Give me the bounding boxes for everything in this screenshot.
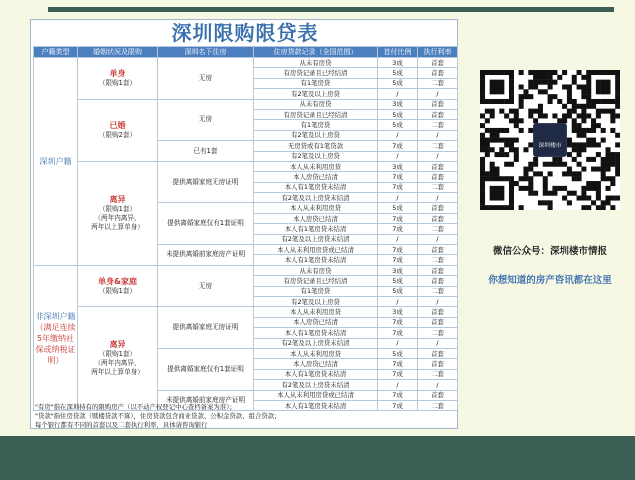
interest-rate-cell: 首套	[418, 213, 458, 223]
loan-record-cell: 有房贷记录且已经结清	[254, 109, 378, 119]
interest-rate-cell: 二套	[418, 286, 458, 296]
housing-cell: 已有1套	[158, 141, 254, 162]
housing-cell: 无房	[158, 265, 254, 307]
loan-record-cell: 本人从未利用房贷或已结清	[254, 390, 378, 400]
marital-status-name: 单身	[109, 68, 126, 78]
interest-rate-cell: 首套	[418, 307, 458, 317]
table-header-row	[34, 47, 458, 58]
loan-record-cell: 本人有1笔房贷未结清	[254, 328, 378, 338]
down-payment-cell: /	[378, 193, 418, 203]
interest-rate-cell: 二套	[418, 224, 458, 234]
down-payment-cell: 7成	[378, 359, 418, 369]
loan-record-cell: 本人从未利用房贷	[254, 161, 378, 171]
tagline: 你想知道的房产咨讯都在这里	[488, 275, 612, 286]
footnote: "有房"指在深圳持有的限购房产（以不动产权登记中心查档备案为准）；	[35, 403, 236, 411]
marital-note: （两年内离异，	[94, 359, 141, 368]
down-payment-cell: 5成	[378, 109, 418, 119]
interest-rate-cell: /	[418, 130, 458, 140]
interest-rate-cell: 首套	[418, 390, 458, 400]
down-payment-cell: 5成	[378, 68, 418, 78]
down-payment-cell: 3成	[378, 161, 418, 171]
down-payment-cell: 7成	[378, 182, 418, 192]
header-cell: 执行利率	[418, 47, 458, 58]
interest-rate-cell: 首套	[418, 172, 458, 182]
marital-status-name: 离异	[109, 340, 126, 350]
down-payment-cell: 7成	[378, 141, 418, 151]
down-payment-cell: 7成	[378, 255, 418, 265]
interest-rate-cell: 首套	[418, 68, 458, 78]
loan-record-cell: 有房贷记录且已经结清	[254, 68, 378, 78]
housing-cell: 提供离婚家庭无房证明	[158, 161, 254, 203]
down-payment-cell: /	[378, 296, 418, 306]
marital-status-cell	[78, 265, 158, 307]
interest-rate-cell: 二套	[418, 255, 458, 265]
housing-cell: 未提供离婚前家庭房产证明	[158, 245, 254, 266]
table-row	[34, 99, 458, 109]
table-row	[34, 307, 458, 317]
loan-record-cell: 有2笔及以上房贷未结清	[254, 234, 378, 244]
loan-record-cell: 有1笔房贷	[254, 286, 378, 296]
down-payment-cell: 5成	[378, 78, 418, 88]
interest-rate-cell: 二套	[418, 78, 458, 88]
loan-record-cell: 有房贷记录且已经结清	[254, 276, 378, 286]
qr-code[interactable]	[480, 70, 620, 210]
down-payment-cell: 3成	[378, 307, 418, 317]
loan-record-cell: 有1笔房贷	[254, 78, 378, 88]
loan-record-cell: 本人有1笔房贷未结清	[254, 224, 378, 234]
footnote: "贷款"指住房贷款（赎楼贷款不算），住房贷款包含商业贷款、公积金贷款、组合贷款；	[35, 412, 281, 420]
interest-rate-cell: /	[418, 193, 458, 203]
housing-cell: 无房	[158, 58, 254, 100]
down-payment-cell: 7成	[378, 317, 418, 327]
marital-note: （两年内离异，	[94, 213, 141, 222]
down-payment-cell: /	[378, 380, 418, 390]
interest-rate-cell: 首套	[418, 99, 458, 109]
marital-status-cell	[78, 58, 158, 100]
down-payment-cell: 5成	[378, 120, 418, 130]
down-payment-cell: /	[378, 234, 418, 244]
policy-table-card	[30, 19, 458, 429]
interest-rate-cell: /	[418, 338, 458, 348]
loan-record-cell: 有2笔及以上房贷未结清	[254, 338, 378, 348]
loan-record-cell: 从未有房贷	[254, 99, 378, 109]
down-payment-cell: /	[378, 151, 418, 161]
loan-record-cell: 有2笔及以上房贷	[254, 89, 378, 99]
interest-rate-cell: 首套	[418, 245, 458, 255]
housing-cell: 未提供离婚前家庭房产证明	[158, 390, 254, 411]
header-cell: 深圳名下住房	[158, 47, 254, 58]
down-payment-cell: 7成	[378, 224, 418, 234]
purchase-limit: （限购2套）	[98, 130, 137, 139]
marital-status-cell	[78, 307, 158, 411]
down-payment-cell: /	[378, 338, 418, 348]
down-payment-cell: 3成	[378, 265, 418, 275]
down-payment-cell: 5成	[378, 286, 418, 296]
marital-status-cell	[78, 99, 158, 161]
loan-record-cell: 本人有1笔房贷未结清	[254, 255, 378, 265]
table-row	[34, 161, 458, 171]
loan-record-cell: 有1笔房贷	[254, 120, 378, 130]
loan-record-cell: 有2笔及以上房贷未结清	[254, 193, 378, 203]
bottom-decor-band	[0, 436, 635, 480]
interest-rate-cell: 二套	[418, 369, 458, 379]
loan-record-cell: 从未有房贷	[254, 58, 378, 68]
interest-rate-cell: 首套	[418, 109, 458, 119]
loan-record-cell: 本人有1笔房贷未结清	[254, 400, 378, 410]
interest-rate-cell: 二套	[418, 400, 458, 410]
loan-record-cell: 有2笔及以上房贷	[254, 151, 378, 161]
down-payment-cell: 5成	[378, 348, 418, 358]
interest-rate-cell: 二套	[418, 182, 458, 192]
household-type-name: 非深圳户籍	[35, 311, 76, 321]
interest-rate-cell: 首套	[418, 276, 458, 286]
header-cell: 户籍类型	[34, 47, 78, 58]
purchase-limit: （限购1套）	[98, 204, 137, 213]
interest-rate-cell: /	[418, 151, 458, 161]
loan-record-cell: 本人有1笔房贷未结清	[254, 369, 378, 379]
marital-status-cell	[78, 161, 158, 265]
interest-rate-cell: 首套	[418, 359, 458, 369]
loan-record-cell: 有2笔及以上房贷	[254, 130, 378, 140]
down-payment-cell: 3成	[378, 58, 418, 68]
down-payment-cell: 5成	[378, 276, 418, 286]
interest-rate-cell: 首套	[418, 161, 458, 171]
page-title: 深圳限购限贷表	[171, 21, 319, 45]
down-payment-cell: 7成	[378, 369, 418, 379]
interest-rate-cell: /	[418, 380, 458, 390]
qr-code-image	[480, 70, 620, 210]
footnotes	[35, 403, 455, 430]
table-row	[34, 58, 458, 68]
loan-record-cell: 有2笔及以上房贷	[254, 296, 378, 306]
loan-record-cell: 本人从未利用房贷	[254, 307, 378, 317]
loan-record-cell: 无房贷或有1笔贷款	[254, 141, 378, 151]
interest-rate-cell: 首套	[418, 265, 458, 275]
household-type-cell	[34, 265, 78, 410]
loan-record-cell: 从未有房贷	[254, 265, 378, 275]
interest-rate-cell: /	[418, 234, 458, 244]
policy-table	[33, 46, 458, 411]
marital-status-name: 单身&家庭	[98, 276, 137, 286]
footnote: 每个银行都有不同的首套以及二套执行利率，具体请咨询银行	[35, 421, 208, 429]
down-payment-cell: 7成	[378, 328, 418, 338]
down-payment-cell: 7成	[378, 245, 418, 255]
loan-record-cell: 本人从未利用房贷	[254, 348, 378, 358]
purchase-limit: （限购1套）	[98, 350, 137, 359]
marital-status-name: 已婚	[109, 120, 126, 130]
down-payment-cell: 7成	[378, 213, 418, 223]
housing-cell: 无房	[158, 99, 254, 141]
interest-rate-cell: 二套	[418, 141, 458, 151]
loan-record-cell: 本人房贷已结清	[254, 317, 378, 327]
interest-rate-cell: 首套	[418, 348, 458, 358]
marital-note: 两年以上算单身）	[91, 368, 144, 377]
interest-rate-cell: 二套	[418, 328, 458, 338]
loan-record-cell: 有2笔及以上房贷未结清	[254, 380, 378, 390]
qr-center-label: 深圳楼市	[538, 143, 562, 150]
down-payment-cell: 5成	[378, 203, 418, 213]
purchase-limit: （限购1套）	[98, 78, 137, 87]
down-payment-cell: 3成	[378, 99, 418, 109]
down-payment-cell: 7成	[378, 390, 418, 400]
down-payment-cell: 7成	[378, 400, 418, 410]
header-cell: 住房贷款记录（全国范围）	[254, 47, 378, 58]
interest-rate-cell: /	[418, 89, 458, 99]
qr-center-logo	[533, 123, 567, 157]
interest-rate-cell: 首套	[418, 203, 458, 213]
top-decor-bar	[48, 7, 614, 12]
down-payment-cell: 7成	[378, 172, 418, 182]
purchase-limit: （限购1套）	[98, 286, 137, 295]
housing-cell: 提供离婚家庭仅有1套证明	[158, 203, 254, 245]
housing-cell: 提供离婚家庭无房证明	[158, 307, 254, 349]
loan-record-cell: 本人房贷已结清	[254, 213, 378, 223]
loan-record-cell: 本人房贷已结清	[254, 359, 378, 369]
interest-rate-cell: 首套	[418, 317, 458, 327]
household-type-cell: 深圳户籍	[34, 58, 78, 266]
interest-rate-cell: 首套	[418, 58, 458, 68]
loan-record-cell: 本人房贷已结清	[254, 172, 378, 182]
header-cell: 婚姻状况及限购	[78, 47, 158, 58]
household-type-note: （满足连续5年缴纳社保或纳税证明）	[35, 322, 76, 365]
marital-note: 两年以上算单身）	[91, 222, 144, 231]
down-payment-cell: /	[378, 130, 418, 140]
loan-record-cell: 本人从未利用房贷	[254, 203, 378, 213]
wechat-account-label: 微信公众号：深圳楼市情报	[492, 246, 607, 257]
marital-status-name: 离异	[109, 194, 126, 204]
loan-record-cell: 本人从未利用房贷或已结清	[254, 245, 378, 255]
header-cell: 首付比例	[378, 47, 418, 58]
down-payment-cell: /	[378, 89, 418, 99]
table-row	[34, 265, 458, 275]
interest-rate-cell: 二套	[418, 120, 458, 130]
interest-rate-cell: /	[418, 296, 458, 306]
housing-cell: 提供离婚家庭仅有1套证明	[158, 348, 254, 390]
loan-record-cell: 本人有1笔房贷未结清	[254, 182, 378, 192]
